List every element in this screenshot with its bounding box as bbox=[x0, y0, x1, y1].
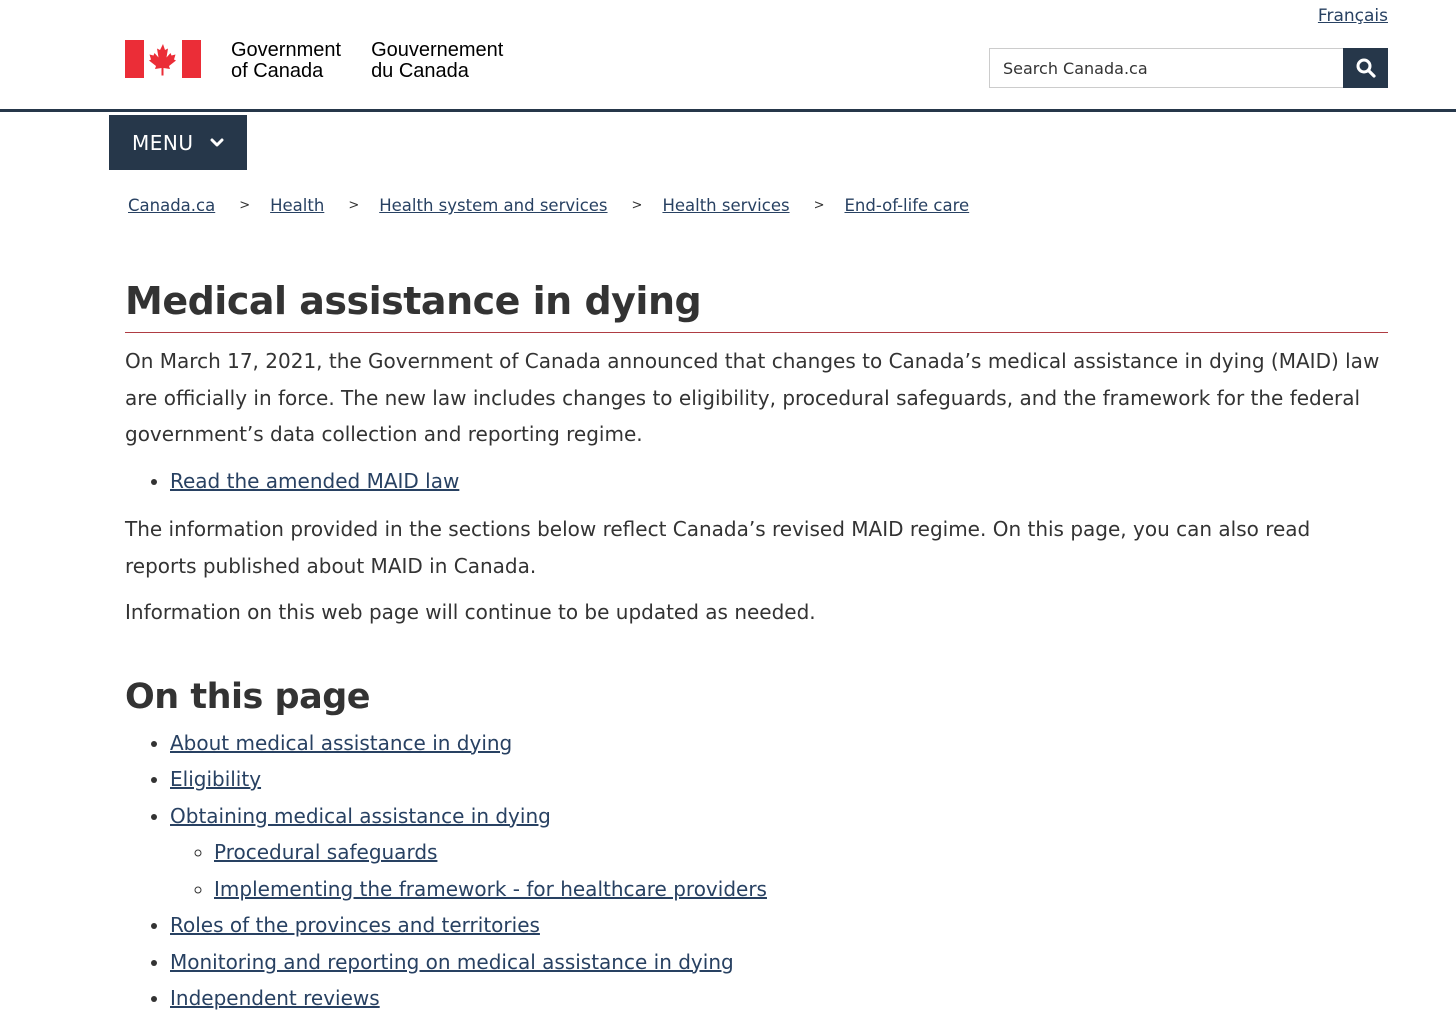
wordmark-en-line1: Government bbox=[231, 39, 342, 61]
toc-sublist bbox=[170, 834, 1388, 907]
wordmark-fr-line1: Gouvernement bbox=[371, 39, 504, 61]
search-icon bbox=[1356, 58, 1376, 78]
breadcrumb-link-health-services[interactable]: Health services bbox=[662, 196, 790, 215]
page-title: Medical assistance in dying bbox=[125, 276, 1388, 333]
breadcrumb-link-health[interactable]: Health bbox=[270, 196, 325, 215]
update-paragraph: Information on this web page will continue to be updated as needed. bbox=[125, 600, 816, 624]
breadcrumb bbox=[128, 196, 969, 215]
canada-flag-icon bbox=[125, 40, 201, 78]
search-input[interactable] bbox=[989, 48, 1343, 88]
site-header bbox=[0, 0, 1456, 112]
goc-signature[interactable] bbox=[125, 40, 503, 82]
toc-item bbox=[170, 980, 1388, 1017]
toc-link-independent-reviews[interactable]: Independent reviews bbox=[170, 986, 380, 1010]
breadcrumb-separator: > bbox=[813, 198, 825, 213]
language-toggle-link[interactable]: Français bbox=[1317, 6, 1388, 26]
intro-paragraph: On March 17, 2021, the Government of Canada announced that changes to Canada’s medical assistance in dying (MAID) law are officially in force. The new law includes changes to eligibility, procedural safeguards, and the framework for the federal government’s data collection and reporting regime. bbox=[125, 349, 1380, 446]
wordmark-fr-line2: du Canada bbox=[371, 60, 469, 82]
wordmark-en-line2: of Canada bbox=[231, 60, 324, 82]
toc-item bbox=[170, 798, 1388, 908]
toc-link-monitoring[interactable]: Monitoring and reporting on medical assistance in dying bbox=[170, 949, 734, 974]
toc-item bbox=[170, 907, 1388, 944]
toc-link-implementing-framework[interactable]: Implementing the framework - for healthcare providers bbox=[214, 876, 767, 901]
toc-link-obtaining[interactable]: Obtaining medical assistance in dying bbox=[170, 803, 551, 828]
search-button[interactable] bbox=[1343, 48, 1388, 88]
toc-item bbox=[170, 761, 1388, 798]
breadcrumb-link-canada[interactable]: Canada.ca bbox=[128, 196, 216, 215]
breadcrumb-separator: > bbox=[239, 198, 251, 213]
toc-item bbox=[170, 944, 1388, 981]
list-item bbox=[170, 463, 1388, 500]
search-form bbox=[989, 48, 1388, 88]
amended-law-list bbox=[125, 463, 1388, 500]
toc-subitem bbox=[214, 871, 1388, 908]
toc-heading: On this page bbox=[125, 676, 370, 717]
toc-item bbox=[170, 725, 1388, 762]
amended-law-link[interactable]: Read the amended MAID law bbox=[170, 468, 460, 493]
info-paragraph: The information provided in the sections below reflect Canada’s revised MAID regime. On this page, you can also read reports published about MAID in Canada. bbox=[125, 517, 1311, 578]
chevron-down-icon bbox=[210, 138, 224, 148]
toc-list bbox=[125, 725, 1388, 1017]
breadcrumb-link-health-system[interactable]: Health system and services bbox=[379, 196, 608, 215]
toc-link-roles[interactable]: Roles of the provinces and territories bbox=[170, 913, 540, 937]
toc-subitem bbox=[214, 834, 1388, 871]
menu-button-label: MENU bbox=[132, 130, 194, 155]
breadcrumb-link-end-of-life-care[interactable]: End-of-life care bbox=[844, 196, 970, 215]
breadcrumb-separator: > bbox=[348, 198, 360, 213]
breadcrumb-separator: > bbox=[631, 198, 643, 213]
menu-button[interactable] bbox=[109, 115, 247, 170]
wordmark-english bbox=[231, 40, 341, 82]
toc-link-eligibility[interactable]: Eligibility bbox=[170, 767, 262, 791]
main-content bbox=[125, 276, 1388, 1017]
toc-link-about[interactable]: About medical assistance in dying bbox=[170, 730, 513, 755]
wordmark-french bbox=[371, 40, 503, 82]
toc-link-procedural-safeguards[interactable]: Procedural safeguards bbox=[214, 840, 438, 864]
